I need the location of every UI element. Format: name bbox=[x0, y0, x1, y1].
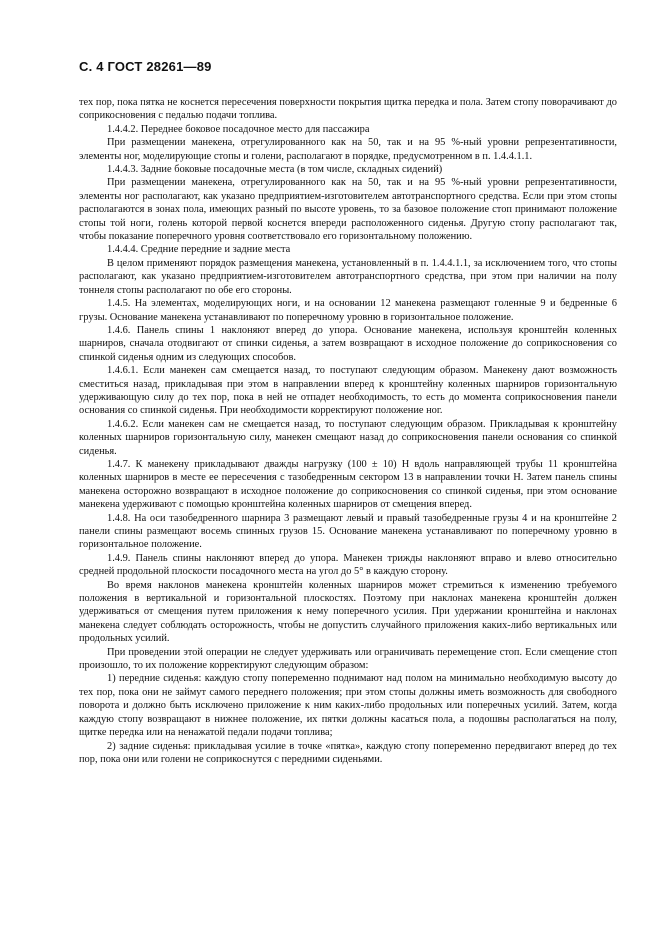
paragraph-1-4-5: 1.4.5. На элементах, моделирующих ноги, и на основании 12 манекена размещают голенные 9 и бедренные 6 грузы. Основание манекена устанавливают по поперечному уровню в горизонтальное положение. bbox=[79, 298, 617, 323]
paragraph-1-4-7: 1.4.7. К манекену прикладывают дважды нагрузку (100 ± 10) Н вдоль направляющей трубы 11 кронштейна коленных шарниров в месте ее пересечения с тазобедренным сектором 13 в направлении точки Н. Затем панель спины манекена осторожно возвращают в исходное положение до соприкосновения со спинкой сиденья, при этом основание манекена удерживают с помощью кронштейна коленных шарниров от смещения вперед. bbox=[79, 458, 617, 511]
paragraph: При проведении этой операции не следует удерживать или ограничивать перемещение стоп. Если смещение стоп произошло, то их положение корректируют следующим образом: bbox=[79, 646, 617, 672]
paragraph-1-4-6-2: 1.4.6.2. Если манекен сам не смещается назад, то поступают следующим образом. Прикладывая к кронштейну коленных шарниров горизонтальную силу, манекен смещают назад до соприкосновения панели основания со спинкой сиденья. bbox=[79, 418, 617, 457]
paragraph-1-4-9: 1.4.9. Панель спины наклоняют вперед до упора. Манекен трижды наклоняют вправо и влево относительно средней продольной плоскости посадочного места на угол до 5° в каждую сторону. bbox=[79, 552, 617, 578]
document-body bbox=[79, 96, 617, 766]
paragraph: При размещении манекена, отрегулированного как на 50, так и на 95 %-ный уровни репрезентативности, элементы ног располагают, как указано предприятием-изготовителем автотранспортного средства. Если при этом стопы располагаются в зонах пола, имеющих разный по высоте уровень, то за базовое положение стоп принимают положение стопы той ноги, голень которой первой коснется впереди расположенного сиденья. Другую стопу располагают так, чтобы показание поперечного уровня соответствовало его горизонтальному положению. bbox=[79, 177, 617, 243]
paragraph: В целом применяют порядок размещения манекена, установленный в п. 1.4.4.1.1, за исключением того, что стопы располагают, как указано предприятием-изготовителем автотранспортного средства, при этом при наличии на полу тоннеля стопы располагают по обе его стороны. bbox=[79, 257, 617, 296]
paragraph: Во время наклонов манекена кронштейн коленных шарниров может стремиться к изменению требуемого положения в вертикальной и горизонтальной плоскостях. Поэтому при наклонах манекена кронштейн должен удерживаться от смещения путем приложения к нему поперечного усилия. При удержании кронштейна и наклонах манекена следует соблюдать осторожность, чтобы не допустить случайного приложения каких-либо вертикальных или продольных усилий. bbox=[79, 579, 617, 645]
page-header: С. 4 ГОСТ 28261—89 bbox=[79, 59, 212, 74]
paragraph-1-4-6-1: 1.4.6.1. Если манекен сам смещается назад, то поступают следующим образом. Манекену дают возможность сместиться назад, прикладывая при этом в направлении вперед к кронштейну коленных шарниров горизонтальную удерживающую силу до тех пор, пока в ней не отпадет необходимость, то есть до момента соприкосновения панели основания со спинкой сиденья. При необходимости корректируют положение ног. bbox=[79, 365, 617, 417]
section-heading-1-4-4-3: 1.4.4.3. Задние боковые посадочные места (в том числе, складных сидений) bbox=[107, 164, 443, 176]
list-item-front-seats: 1) передние сиденья: каждую стопу попеременно поднимают над полом на минимально необходимую высоту до тех пор, пока они не займут самого переднего положения; при этом стопы должны иметь возможность для свободного поворота и должно быть исключено приложение к ним каких-либо продольных или поперечных усилий. Затем, когда каждую стопу возвращают в нижнее положение, их пятки должны касаться пола, а подошвы располагаться на полу, щитке передка или на ненажатой педали подачи топлива; bbox=[79, 673, 617, 739]
section-heading-1-4-4-4: 1.4.4.4. Средние передние и задние места bbox=[107, 244, 291, 256]
paragraph-1-4-8: 1.4.8. На оси тазобедренного шарнира 3 размещают левый и правый тазобедренные грузы 4 и на кронштейне 2 панели спины размещают восемь спинных грузов 15. Основание манекена устанавливают по поперечному уровню в горизонтальное положение. bbox=[79, 512, 617, 551]
paragraph: При размещении манекена, отрегулированного как на 50, так и на 95 %-ный уровни репрезентативности, элементы ног, моделирующие стопы и голени, располагают в порядке, предусмотренном в п. 1.4.4.1.1. bbox=[79, 137, 617, 162]
section-heading-1-4-4-2: 1.4.4.2. Переднее боковое посадочное место для пассажира bbox=[107, 123, 370, 135]
paragraph-1-4-6: 1.4.6. Панель спины 1 наклоняют вперед до упора. Основание манекена, используя кронштейн коленных шарниров, сначала отодвигают от спинки сиденья, а затем возвращают в исходное положение до соприкосновения со спинкой сиденья одним из следующих способов. bbox=[79, 324, 617, 363]
list-item-rear-seats: 2) задние сиденья: прикладывая усилие в точке «пятка», каждую стопу попеременно передвигают вперед до тех пор, пока они или голени не соприкоснутся с передними сиденьями. bbox=[79, 740, 617, 765]
paragraph-continuation: тех пор, пока пятка не коснется пересечения поверхности покрытия щитка передка и пола. Затем стопу поворачивают до соприкосновения с педалью подачи топлива. bbox=[79, 97, 617, 122]
